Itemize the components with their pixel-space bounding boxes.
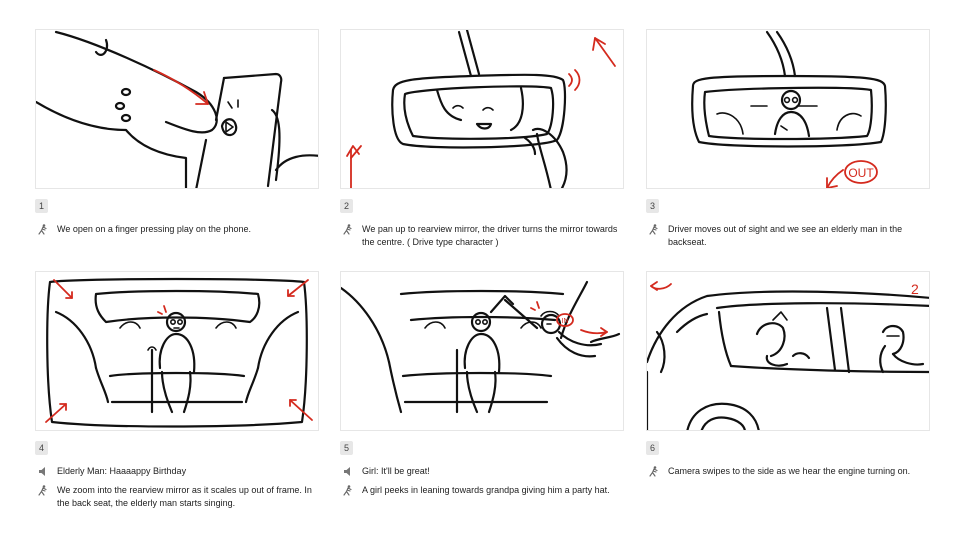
- walking-figure-icon: [648, 466, 660, 477]
- panel-number-badge: 6: [646, 441, 659, 455]
- storyboard-panel-5: [340, 271, 624, 497]
- storyboard-panel-1: [35, 29, 319, 236]
- shot-number-2-label: 2: [911, 281, 919, 297]
- action-text: Camera swipes to the side as we hear the engine turning on.: [668, 466, 911, 476]
- panel-3-sketch: [646, 29, 930, 189]
- walking-figure-icon: [342, 224, 354, 235]
- action-note: [340, 223, 624, 249]
- speaker-icon: [37, 466, 49, 477]
- rearview-mirror-turn-sketch: [341, 30, 624, 189]
- walking-figure-icon: [37, 224, 49, 235]
- storyboard-panel-3: [646, 29, 930, 249]
- dialogue-text: Girl: It'll be great!: [362, 466, 430, 476]
- action-note: [35, 223, 319, 236]
- girl-party-hat-sketch: [341, 272, 624, 431]
- mirror-elderly-man-sketch: [647, 30, 930, 189]
- panel-number-badge: 2: [340, 199, 353, 213]
- panel-number-badge: 1: [35, 199, 48, 213]
- panel-number-badge: 4: [35, 441, 48, 455]
- backseat-elderly-singing-sketch: [36, 272, 319, 431]
- panel-1-sketch: [35, 29, 319, 189]
- panel-5-sketch: [340, 271, 624, 431]
- panel-4-sketch: [35, 271, 319, 431]
- panel-number-badge: 5: [340, 441, 353, 455]
- speaker-icon: [342, 466, 354, 477]
- storyboard-panel-6: [646, 271, 930, 478]
- action-text: We zoom into the rearview mirror as it scales up out of frame. In the back seat, the elderly man starts singing.: [57, 485, 312, 508]
- dialogue-note: [340, 465, 624, 478]
- out-label: OUT: [848, 166, 874, 180]
- panel-2-sketch: [340, 29, 624, 189]
- action-text: Driver moves out of sight and we see an elderly man in the backseat.: [668, 224, 903, 247]
- action-text: We pan up to rearview mirror, the driver turns the mirror towards the centre. ( Drive type character ): [362, 224, 618, 247]
- storyboard-panel-4: [35, 271, 319, 510]
- action-note: [646, 223, 930, 249]
- walking-figure-icon: [342, 485, 354, 496]
- finger-pressing-phone-sketch: [36, 30, 319, 189]
- action-text: We open on a finger pressing play on the phone.: [57, 224, 251, 234]
- walking-figure-icon: [37, 485, 49, 496]
- action-note: [646, 465, 930, 478]
- action-text: A girl peeks in leaning towards grandpa giving him a party hat.: [362, 485, 610, 495]
- walking-figure-icon: [648, 224, 660, 235]
- dialogue-note: [35, 465, 319, 478]
- dialogue-text: Elderly Man: Haaaappy Birthday: [57, 466, 187, 476]
- action-note: [340, 484, 624, 497]
- storyboard-panel-2: [340, 29, 624, 249]
- action-note: [35, 484, 319, 510]
- in-label: IN: [561, 318, 569, 325]
- panel-number-badge: 3: [646, 199, 659, 213]
- car-side-view-sketch: [647, 272, 930, 431]
- panel-6-sketch: [646, 271, 930, 431]
